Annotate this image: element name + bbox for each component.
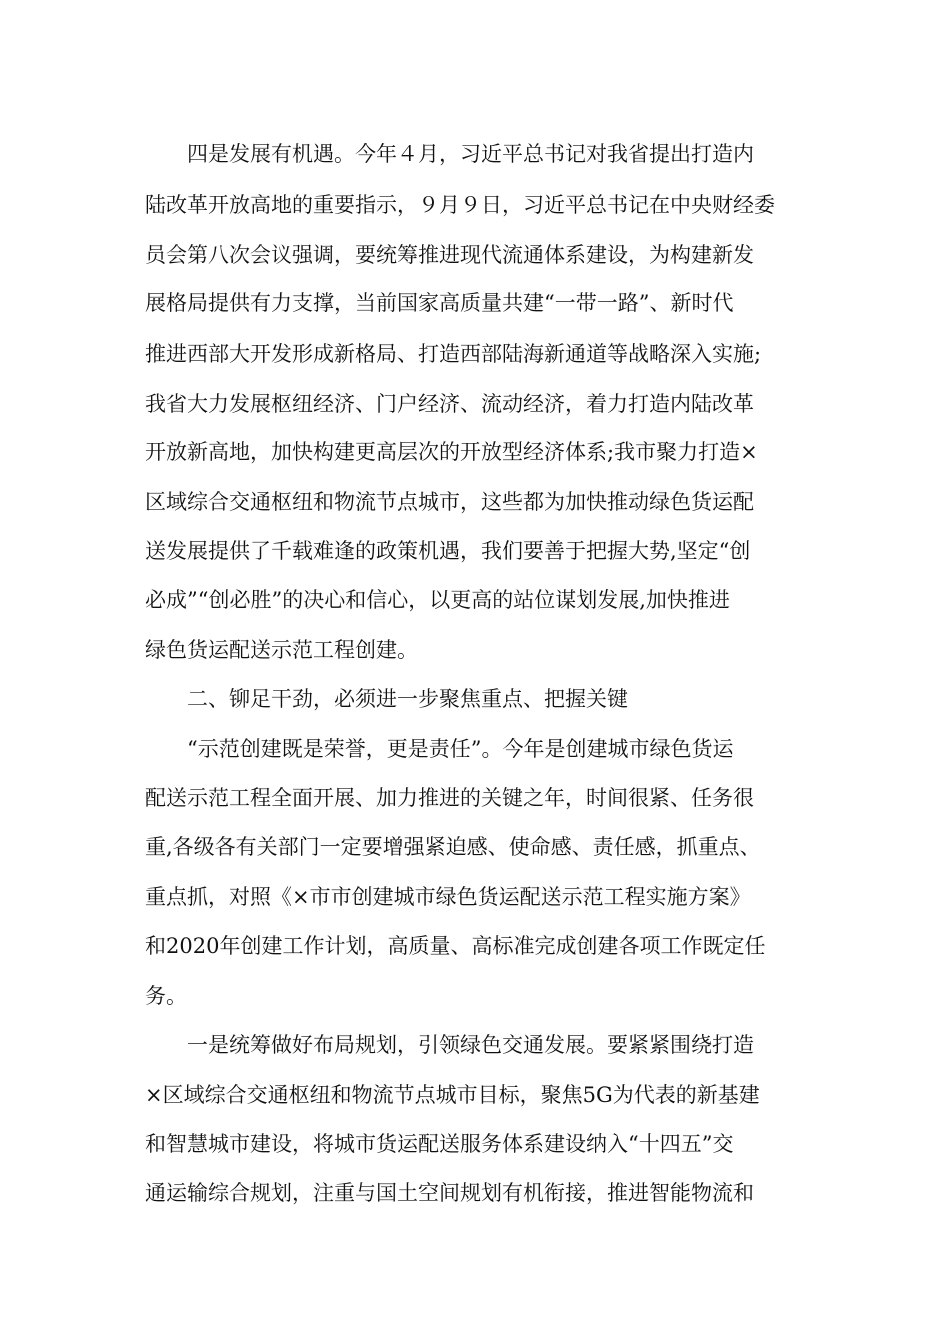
text-line: 绿色货运配送示范工程创建。 — [145, 638, 418, 662]
text-line: 送发展提供了千载难逢的政策机遇，我们要善于把握大势,坚定“创 — [145, 539, 751, 563]
text-line: 开放新高地，加快构建更高层次的开放型经济体系;我市聚力打造× — [145, 440, 758, 464]
text-line: 推进西部大开发形成新格局、打造西部陆海新通道等战略深入实施; — [145, 342, 762, 366]
text-line: 配送示范工程全面开展、加力推进的关键之年，时间很紧、任务很 — [145, 786, 754, 810]
text-line: 重,各级各有关部门一定要增强紧迫感、使命感、责任感，抓重点、 — [145, 835, 761, 859]
text-line: 员会第八次会议强调，要统筹推进现代流通体系建设，为构建新发 — [145, 243, 754, 267]
text-line: 区域综合交通枢纽和物流节点城市，这些都为加快推动绿色货运配 — [145, 490, 754, 514]
text-line: 和智慧城市建设，将城市货运配送服务体系建设纳入“十四五”交 — [145, 1132, 734, 1156]
text-line: 和2020年创建工作计划，高质量、高标准完成创建各项工作既定任 — [145, 934, 766, 958]
text-line: ×区域综合交通枢纽和物流节点城市目标，聚焦5G为代表的新基建 — [145, 1083, 760, 1107]
text-line: 必成”“创必胜”的决心和信心，以更高的站位谋划发展,加快推进 — [145, 588, 730, 612]
text-line: 我省大力发展枢纽经济、门户经济、流动经济，着力打造内陆改革 — [145, 392, 754, 416]
text-line: 务。 — [145, 984, 187, 1008]
text-line: 展格局提供有力支撑，当前国家高质量共建“一带一路”、新时代 — [145, 291, 734, 315]
text-line: “示范创建既是荣誉，更是责任”。今年是创建城市绿色货运 — [145, 737, 734, 761]
text-line: 重点抓，对照《×市市创建城市绿色货运配送示范工程实施方案》 — [145, 885, 751, 909]
section-heading: 二、铆足干劲，必须进一步聚焦重点、把握关键 — [145, 687, 628, 711]
text-line: 陆改革开放高地的重要指示，９月９日，习近平总书记在中央财经委 — [145, 193, 775, 217]
text-line: 通运输综合规划，注重与国土空间规划有机衔接，推进智能物流和 — [145, 1181, 754, 1205]
text-line: 四是发展有机遇。今年４月，习近平总书记对我省提出打造内 — [145, 142, 754, 166]
text-line: 一是统筹做好布局规划，引领绿色交通发展。要紧紧围绕打造 — [145, 1033, 754, 1057]
